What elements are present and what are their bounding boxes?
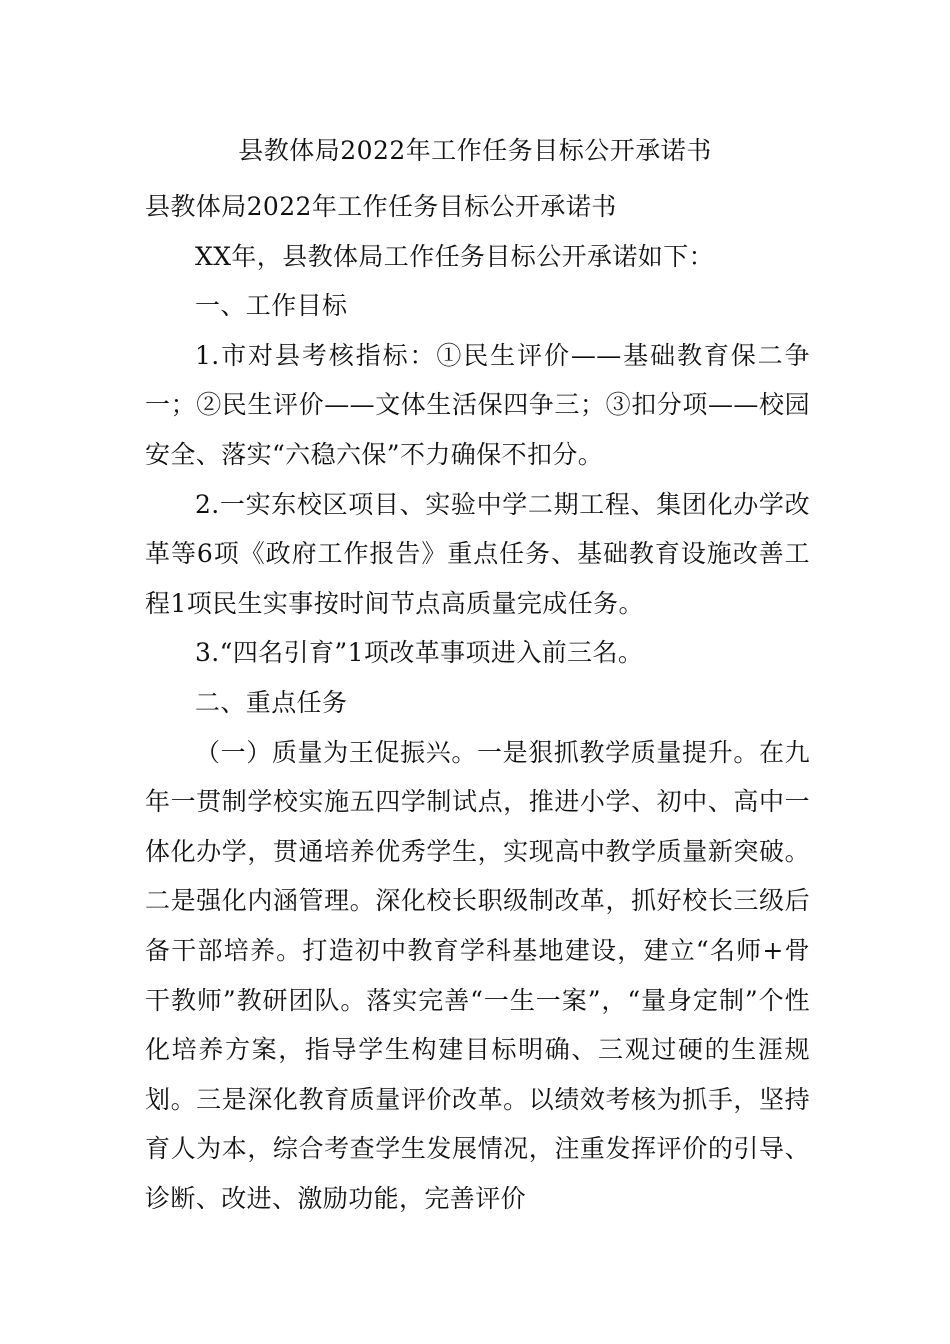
section-heading-goals: 一、工作目标 xyxy=(195,291,348,321)
goal-paragraph-3: 3.“四名引育”1项改革事项进入前三名。 xyxy=(195,638,644,668)
subtitle-paragraph: 县教体局2022年工作任务目标公开承诺书 xyxy=(145,192,617,221)
intro-paragraph: XX年，县教体局工作任务目标公开承诺如下： xyxy=(195,241,714,271)
page-title: 县教体局2022年工作任务目标公开承诺书 xyxy=(238,136,712,165)
goal-paragraph-2: 2.一实东校区项目、实验中学二期工程、集团化办学改革等6项《政府工作报告》重点任务、基础教育设施改善工程1项民生实事按时间节点高质量完成任务。 xyxy=(145,489,810,618)
task-paragraph-1: （一）质量为王促振兴。一是狠抓教学质量提升。在九年一贯制学校实施五四学制试点，推进小学、初中、高中一体化办学，贯通培养优秀学生，实现高中教学质量新突破。二是强化内涵管理。深化校长职级制改革，抓好校长三级后备干部培养。打造初中教育学科基地建设，建立“名师+骨干教师”教研团队。落实完善“一生一案”，“量身定制”个性化培养方案，指导学生构建目标明确、三观过硬的生涯规划。三是深化教育质量评价改革。以绩效考核为抓手，坚持育人为本，综合考查学生发展情况，注重发挥评价的引导、诊断、改进、激励功能，完善评价 xyxy=(145,737,810,1213)
document-body xyxy=(145,182,810,1223)
section-heading-tasks: 二、重点任务 xyxy=(195,687,348,717)
goal-paragraph-1: 1.市对县考核指标：①民生评价——基础教育保二争一；②民生评价——文体生活保四争三；③扣分项——校园安全、落实“六稳六保”不力确保不扣分。 xyxy=(145,340,810,469)
